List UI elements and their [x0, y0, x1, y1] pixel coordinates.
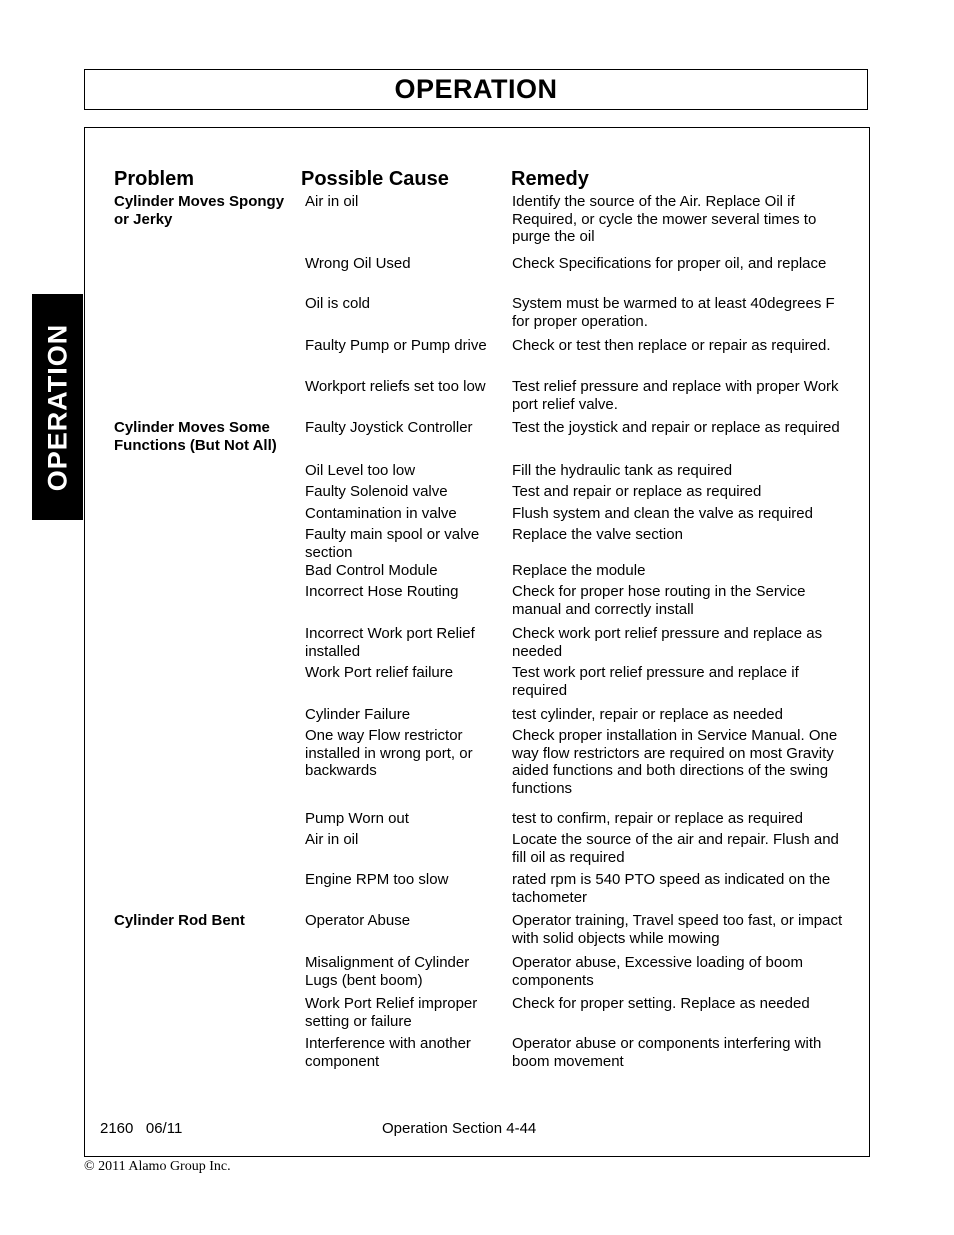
remedy-cell: Locate the source of the air and repair. Flush and fill oil as required [512, 831, 839, 866]
cause-cell: One way Flow restrictor installed in wrong port, or backwards [305, 727, 473, 779]
column-header-problem: Problem [114, 168, 195, 190]
remedy-cell: test to confirm, repair or replace as required [512, 810, 803, 827]
problem-cell: Cylinder Moves Some Functions (But Not All) [114, 419, 277, 454]
cause-cell: Faulty main spool or valve section [305, 526, 480, 561]
problem-cell: Cylinder Rod Bent [114, 912, 245, 929]
remedy-cell: Test the joystick and repair or replace as required [512, 419, 840, 436]
column-header-remedy: Remedy [511, 168, 589, 190]
copyright-notice: © 2011 Alamo Group Inc. [84, 1159, 231, 1174]
column-header-cause: Possible Cause [301, 168, 449, 190]
cause-cell: Faulty Solenoid valve [305, 483, 448, 500]
remedy-cell: Check for proper hose routing in the Service manual and correctly install [512, 583, 806, 618]
problem-cell: Cylinder Moves Spongy or Jerky [114, 193, 285, 228]
cause-cell: Wrong Oil Used [305, 255, 411, 272]
remedy-cell: test cylinder, repair or replace as needed [512, 706, 783, 723]
cause-cell: Interference with another component [305, 1035, 471, 1070]
footer-model-date: 2160 06/11 [100, 1120, 183, 1137]
page-title: OPERATION [394, 74, 558, 104]
cause-cell: Incorrect Work port Relief installed [305, 625, 475, 660]
cause-cell: Pump Worn out [305, 810, 409, 827]
remedy-cell: Check work port relief pressure and replace as needed [512, 625, 823, 660]
cause-cell: Faulty Pump or Pump drive [305, 337, 487, 354]
cause-cell: Work Port relief failure [305, 664, 454, 681]
remedy-cell: Replace the valve section [512, 526, 683, 543]
remedy-cell: Test relief pressure and replace with proper Work port relief valve. [512, 378, 839, 413]
cause-cell: Incorrect Hose Routing [305, 583, 459, 600]
remedy-cell: Check for proper setting. Replace as needed [512, 995, 810, 1012]
remedy-cell: Test and repair or replace as required [512, 483, 762, 500]
cause-cell: Oil Level too low [305, 462, 416, 479]
cause-cell: Contamination in valve [305, 505, 457, 522]
remedy-cell: Operator abuse, Excessive loading of boom components [512, 954, 803, 989]
remedy-cell: Test work port relief pressure and replace if required [512, 664, 799, 699]
cause-cell: Workport reliefs set too low [305, 378, 486, 395]
remedy-cell: Identify the source of the Air. Replace Oil if Required, or cycle the mower several times to purge the oil [512, 193, 817, 245]
cause-cell: Air in oil [305, 831, 359, 848]
remedy-cell: Operator training, Travel speed too fast, or impact with solid objects while mowing [512, 912, 843, 947]
header-box [84, 69, 868, 110]
remedy-cell: Flush system and clean the valve as required [512, 505, 813, 522]
footer-section: Operation Section 4-44 [382, 1120, 537, 1137]
remedy-cell: Operator abuse or components interfering with boom movement [512, 1035, 822, 1070]
cause-cell: Work Port Relief improper setting or failure [305, 995, 478, 1030]
cause-cell: Engine RPM too slow [305, 871, 449, 888]
cause-cell: Air in oil [305, 193, 359, 210]
side-tab [32, 294, 83, 520]
cause-cell: Bad Control Module [305, 562, 438, 579]
cause-cell: Oil is cold [305, 295, 371, 312]
remedy-cell: rated rpm is 540 PTO speed as indicated on the tachometer [512, 871, 831, 906]
remedy-cell: Replace the module [512, 562, 646, 579]
side-tab-label: OPERATION [42, 323, 73, 491]
remedy-cell: System must be warmed to at least 40degrees F for proper operation. [512, 295, 835, 330]
cause-cell: Faulty Joystick Controller [305, 419, 473, 436]
remedy-cell: Check or test then replace or repair as required. [512, 337, 831, 354]
cause-cell: Cylinder Failure [305, 706, 411, 723]
cause-cell: Misalignment of Cylinder Lugs (bent boom) [305, 954, 470, 989]
remedy-cell: Check Specifications for proper oil, and replace [512, 255, 827, 272]
remedy-cell: Fill the hydraulic tank as required [512, 462, 733, 479]
remedy-cell: Check proper installation in Service Manual. One way flow restrictors are required on most Gravity aided functions and both directions of the swing functions [512, 727, 838, 797]
cause-cell: Operator Abuse [305, 912, 411, 929]
